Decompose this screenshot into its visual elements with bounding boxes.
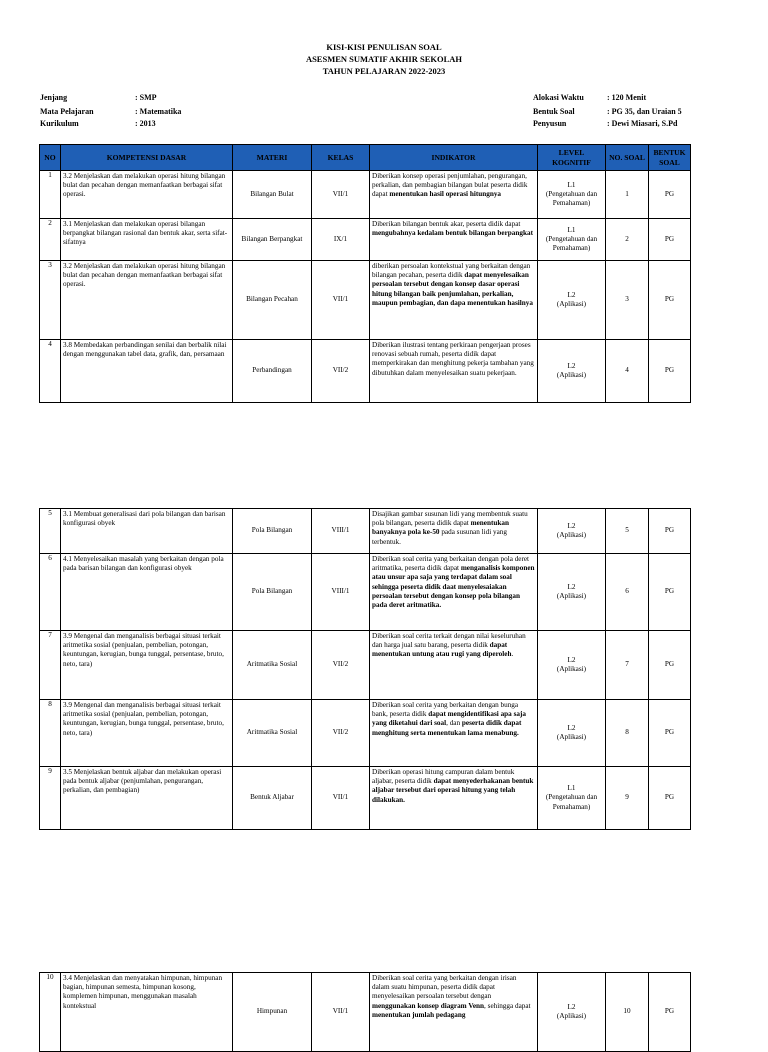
meta-label-jenjang: Jenjang — [40, 93, 68, 102]
table-row — [40, 340, 691, 403]
cell-kelas: VII/1 — [312, 767, 370, 830]
cell-materi: Bilangan Berpangkat — [233, 219, 312, 261]
cell-indikator: Diberikan ilustrasi tentang perkiraan pengerjaan proses renovasi sebuah rumah, peserta didik dapat memperkirakan dan menghitung pekerja tambahan yang dibutuhkan dalam menyelesaikan suatu pekerjaan. — [370, 340, 538, 403]
cell-kd: 3.1 Menjelaskan dan melakukan operasi bilangan berpangkat bilangan rasional dan bentuk akar, serta sifat-sifatnya — [61, 219, 233, 261]
doc-title-line2: ASESMEN SUMATIF AKHIR SEKOLAH — [305, 54, 463, 64]
cell-no: 4 — [40, 340, 61, 403]
cell-materi: Pola Bilangan — [233, 509, 312, 554]
cell-level: L2 (Aplikasi) — [538, 509, 606, 554]
cell-bentuk: PG — [649, 700, 691, 767]
meta-label-mapel: Mata Pelajaran — [40, 107, 94, 116]
cell-no: 5 — [40, 509, 61, 554]
cell-materi: Himpunan — [233, 973, 312, 1052]
doc-title-line3: TAHUN PELAJARAN 2022-2023 — [322, 66, 446, 76]
cell-nosoal: 9 — [606, 767, 649, 830]
cell-no: 2 — [40, 219, 61, 261]
cell-kelas: IX/1 — [312, 219, 370, 261]
cell-kd: 3.1 Membuat generalisasi dari pola bilangan dan barisan konfigurasi obyek — [61, 509, 233, 554]
table-header-row — [40, 145, 691, 171]
cell-kd: 4.1 Menyelesaikan masalah yang berkaitan dengan pola pada barisan bilangan dan konfigurasi obyek — [61, 554, 233, 631]
kisi-table-part2 — [39, 508, 691, 830]
kisi-table-part1 — [39, 144, 691, 403]
meta-value-penyusun: : Dewi Miasari, S.Pd — [607, 119, 678, 128]
table-row — [40, 700, 691, 767]
cell-indikator: Diberikan operasi hitung campuran dalam bentuk aljabar, peserta didik dapat menyederhakanan bentuk aljabar tersebut dari operasi hitung yang telah dilakukan. — [370, 767, 538, 830]
meta-value-jenjang: : SMP — [135, 93, 157, 102]
cell-kd: 3.2 Menjelaskan dan melakukan operasi hitung bilangan bulat dan pecahan dengan memanfaatkan berbagai sifat operasi. — [61, 261, 233, 340]
table-row — [40, 261, 691, 340]
cell-nosoal: 3 — [606, 261, 649, 340]
cell-materi: Pola Bilangan — [233, 554, 312, 631]
meta-value-bentuk: : PG 35, dan Uraian 5 — [607, 107, 682, 116]
cell-nosoal: 5 — [606, 509, 649, 554]
cell-level: L2 (Aplikasi) — [538, 700, 606, 767]
cell-no: 6 — [40, 554, 61, 631]
cell-indikator: Diberikan soal cerita yang berkaitan dengan irisan dalam suatu himpunan, peserta didik dapat menyelesaikan persoalan tersebut dengan menggunakan konsep diagram Venn, sehingga dapat menentukan jumlah pedagang — [370, 973, 538, 1052]
cell-bentuk: PG — [649, 554, 691, 631]
kisi-table-part3 — [39, 972, 691, 1052]
cell-indikator: Diberikan konsep operasi penjumlahan, pengurangan, perkalian, dan pembagian bilangan bulat peserta didik dapat menentukan hasil operasi hitungnya — [370, 171, 538, 219]
table-row — [40, 509, 691, 554]
meta-value-alokasi: : 120 Menit — [607, 93, 647, 102]
cell-kd: 3.9 Mengenal dan menganalisis berbagai situasi terkait aritmetika sosial (penjualan, pembelian, potongan, keuntungan, kerugian, bunga tunggal, persentase, bruto, neto, tara) — [61, 700, 233, 767]
cell-bentuk: PG — [649, 171, 691, 219]
col-header-bentuk: BENTUK SOAL — [649, 145, 691, 171]
cell-materi: Perbandingan — [233, 340, 312, 403]
cell-no: 9 — [40, 767, 61, 830]
cell-nosoal: 7 — [606, 631, 649, 700]
cell-bentuk: PG — [649, 631, 691, 700]
cell-kelas: VIII/1 — [312, 554, 370, 631]
cell-materi: Aritmatika Sosial — [233, 700, 312, 767]
cell-kelas: VII/1 — [312, 261, 370, 340]
col-header-indikator: INDIKATOR — [370, 145, 538, 171]
meta-label-penyusun: Penyusun — [533, 119, 567, 128]
cell-materi: Bentuk Aljabar — [233, 767, 312, 830]
cell-level: L2 (Aplikasi) — [538, 261, 606, 340]
cell-level: L2 (Aplikasi) — [538, 340, 606, 403]
cell-no: 3 — [40, 261, 61, 340]
cell-bentuk: PG — [649, 767, 691, 830]
cell-kd: 3.9 Mengenal dan menganalisis berbagai situasi terkait aritmetika sosial (penjualan, pembelian, potongan, keuntungan, kerugian, bunga tunggal, persentase, bruto, neto, tara) — [61, 631, 233, 700]
cell-kd: 3.2 Menjelaskan dan melakukan operasi hitung bilangan bulat dan pecahan dengan memanfaatkan berbagai sifat operasi. — [61, 171, 233, 219]
cell-level: L1 (Pengetahuan dan Pemahaman) — [538, 219, 606, 261]
cell-kelas: VII/1 — [312, 973, 370, 1052]
cell-nosoal: 10 — [606, 973, 649, 1052]
cell-materi: Bilangan Bulat — [233, 171, 312, 219]
table-row — [40, 973, 691, 1052]
cell-indikator: diberikan persoalan kontekstual yang berkaitan dengan bilangan pecahan, peserta didik dapat menyelesaikan persoalan tersebut dengan konsep dasar operasi hitung bilangan baik penjumlahan, perkalian, maupun pembagian, dan dapa menentukan hasilnya — [370, 261, 538, 340]
cell-bentuk: PG — [649, 219, 691, 261]
cell-nosoal: 8 — [606, 700, 649, 767]
cell-materi: Bilangan Pecahan — [233, 261, 312, 340]
cell-no: 8 — [40, 700, 61, 767]
cell-indikator: Diberikan soal cerita terkait dengan nilai keseluruhan dan harga jual satu barang, peserta didik dapat menentukan untung atau rugi yang diperoleh. — [370, 631, 538, 700]
cell-indikator: Diberikan soal cerita yang berkaitan dengan bunga bank, peserta didik dapat mengidentifikasi apa saja yang diketahui dari soal, dan peserta didik dapat menghitung serta menentukan lama menabung. — [370, 700, 538, 767]
cell-bentuk: PG — [649, 973, 691, 1052]
col-header-no: NO — [40, 145, 61, 171]
cell-kelas: VIII/1 — [312, 509, 370, 554]
cell-no: 7 — [40, 631, 61, 700]
table-row — [40, 219, 691, 261]
cell-indikator: Disajikan gambar susunan lidi yang membentuk suatu pola bilangan, peserta didik dapat menentukan banyaknya pola ke-50 pada susunan lidi yang terbentuk. — [370, 509, 538, 554]
col-header-kd: KOMPETENSI DASAR — [61, 145, 233, 171]
col-header-materi: MATERI — [233, 145, 312, 171]
cell-no: 1 — [40, 171, 61, 219]
meta-label-alokasi: Alokasi Waktu — [533, 93, 584, 102]
cell-nosoal: 6 — [606, 554, 649, 631]
meta-label-kurikulum: Kurikulum — [40, 119, 79, 128]
cell-materi: Aritmatika Sosial — [233, 631, 312, 700]
cell-kelas: VII/2 — [312, 340, 370, 403]
cell-bentuk: PG — [649, 340, 691, 403]
cell-kelas: VII/2 — [312, 700, 370, 767]
cell-kd: 3.4 Menjelaskan dan menyatakan himpunan, himpunan bagian, himpunan semesta, himpunan kosong, komplemen himpunan, menggunakan masalah kontekstual — [61, 973, 233, 1052]
col-header-nosoal: NO. SOAL — [606, 145, 649, 171]
table-row — [40, 554, 691, 631]
table-row — [40, 171, 691, 219]
cell-nosoal: 2 — [606, 219, 649, 261]
cell-no: 10 — [40, 973, 61, 1052]
cell-nosoal: 4 — [606, 340, 649, 403]
meta-value-mapel: : Matematika — [135, 107, 182, 116]
cell-level: L2 (Aplikasi) — [538, 631, 606, 700]
cell-kelas: VII/1 — [312, 171, 370, 219]
cell-indikator: Diberikan bilangan bentuk akar, peserta didik dapat mengubahnya kedalam bentuk bilangan berpangkat — [370, 219, 538, 261]
col-header-level: LEVEL KOGNITIF — [538, 145, 606, 171]
cell-kd: 3.5 Menjelaskan bentuk aljabar dan melakukan operasi pada bentuk aljabar (penjumlahan, pengurangan, perkalian, dan pembagian) — [61, 767, 233, 830]
meta-value-kurikulum: : 2013 — [135, 119, 156, 128]
cell-kd: 3.8 Membedakan perbandingan senilai dan berbalik nilai dengan menggunakan tabel data, grafik, dan, persamaan — [61, 340, 233, 403]
cell-level: L1 (Pengetahuan dan Pemahaman) — [538, 171, 606, 219]
cell-level: L2 (Aplikasi) — [538, 554, 606, 631]
cell-nosoal: 1 — [606, 171, 649, 219]
cell-level: L1 (Pengetahuan dan Pemahaman) — [538, 767, 606, 830]
cell-kelas: VII/2 — [312, 631, 370, 700]
table-row — [40, 631, 691, 700]
cell-indikator: Diberikan soal cerita yang berkaitan dengan pola deret aritmatika, peserta didik dapat menganalisis komponen atau unsur apa saja yang terdapat dalam soal sehingga peserta didik daat menyelesaiakan persoalan tersebut dengan konsep pola bilangan pada deret aritmatika. — [370, 554, 538, 631]
cell-level: L2 (Aplikasi) — [538, 973, 606, 1052]
doc-title-line1: KISI-KISI PENULISAN SOAL — [326, 42, 442, 52]
col-header-kelas: KELAS — [312, 145, 370, 171]
cell-bentuk: PG — [649, 509, 691, 554]
cell-bentuk: PG — [649, 261, 691, 340]
meta-label-bentuk: Bentuk Soal — [533, 107, 575, 116]
table-row — [40, 767, 691, 830]
